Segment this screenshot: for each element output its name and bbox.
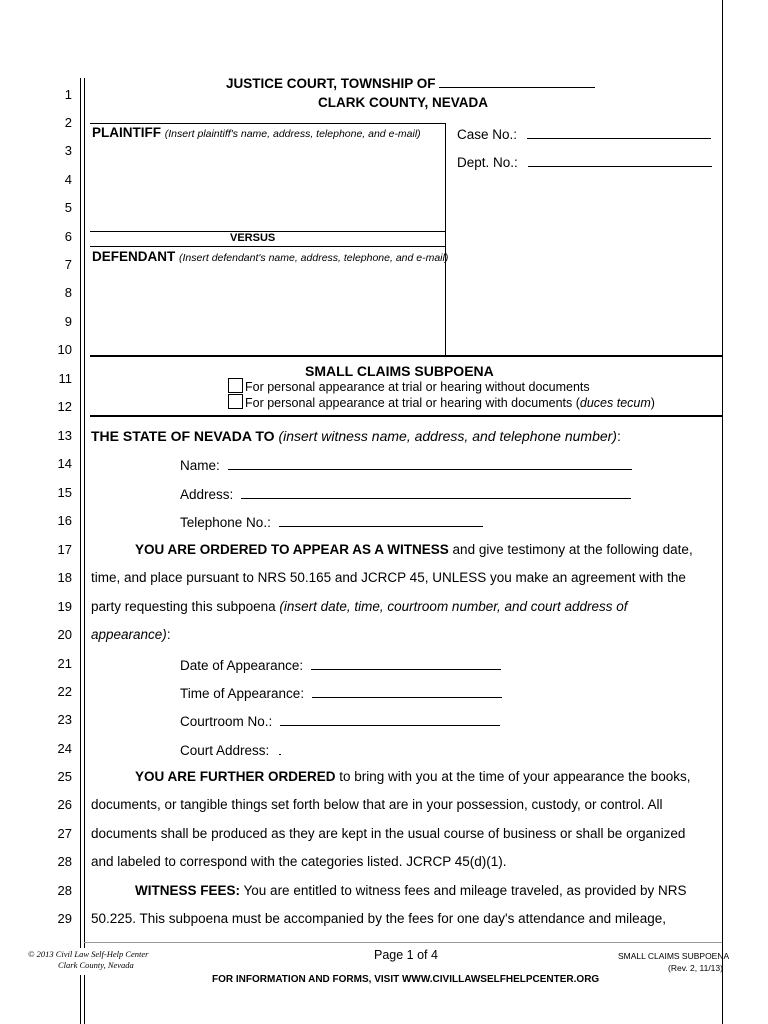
witness-telephone-row: Telephone No.:: [180, 513, 483, 530]
caption-divider: [445, 123, 446, 355]
county-heading: CLARK COUNTY, NEVADA: [318, 95, 489, 110]
court-address-field[interactable]: [279, 741, 281, 755]
line-number: 13: [57, 428, 72, 443]
line-number: 15: [57, 485, 72, 500]
subpoena-title: SMALL CLAIMS SUBPOENA: [305, 363, 494, 379]
line-number: 18: [57, 570, 72, 585]
time-of-appearance-row: Time of Appearance:: [180, 684, 502, 701]
defendant-label-row: DEFENDANT (Insert defendant's name, address, telephone, and e-mail): [92, 249, 449, 264]
footer-county: Clark County, Nevada: [58, 960, 134, 970]
versus-label: VERSUS: [230, 232, 276, 244]
option-without-documents: For personal appearance at trial or hearing without documents: [228, 378, 590, 394]
right-margin-rule: [722, 0, 723, 1024]
line-number: 29: [57, 911, 72, 926]
body-line-28: and labeled to correspond with the categories listed. JCRCP 45(d)(1).: [91, 854, 507, 869]
witness-address-row: Address:: [180, 485, 631, 502]
line-number: 1: [64, 87, 72, 102]
line-number: 22: [57, 684, 72, 699]
without-documents-checkbox[interactable]: [228, 378, 243, 393]
line-number: 6: [64, 229, 72, 244]
state-of-nevada-line: THE STATE OF NEVADA TO (insert witness name, address, and telephone number):: [91, 428, 621, 444]
body-line-19: party requesting this subpoena (insert date, time, courtroom number, and court address of: [91, 599, 628, 614]
case-no-row: Case No.:: [457, 125, 711, 142]
witness-address-field[interactable]: [241, 485, 631, 499]
line-number: 23: [57, 712, 72, 727]
line-number: 9: [64, 314, 72, 329]
witness-name-row: Name:: [180, 456, 632, 473]
court-heading: JUSTICE COURT, TOWNSHIP OF: [226, 74, 595, 91]
line-number: 20: [57, 627, 72, 642]
dept-no-field[interactable]: [528, 153, 712, 167]
further-ordered-line: YOU ARE FURTHER ORDERED to bring with you at the time of your appearance the books,: [135, 769, 691, 784]
line-number: 25: [57, 769, 72, 784]
line-number: 14: [57, 456, 72, 471]
with-documents-checkbox[interactable]: [228, 394, 243, 409]
footer-rule: [84, 942, 722, 943]
left-margin-rule-footer-2: [84, 975, 85, 1024]
left-margin-rule-2: [84, 78, 85, 948]
time-of-appearance-field[interactable]: [312, 684, 502, 698]
line-number: 16: [57, 513, 72, 528]
line-number: 7: [64, 257, 72, 272]
line-number: 4: [64, 172, 72, 187]
line-number: 21: [57, 656, 72, 671]
body-line-29: 50.225. This subpoena must be accompanied by the fees for one day's attendance and mileage,: [91, 911, 666, 926]
page-number: Page 1 of 4: [374, 948, 438, 962]
body-line-26: documents, or tangible things set forth below that are in your possession, custody, or control. All: [91, 797, 663, 812]
line-number: 17: [57, 542, 72, 557]
footer-revision: (Rev. 2, 11/13): [668, 963, 723, 973]
courtroom-no-field[interactable]: [280, 712, 500, 726]
court-address-row: Court Address:: [180, 741, 281, 758]
line-number: 2: [64, 115, 72, 130]
line-number: 5: [64, 200, 72, 215]
line-number: 12: [57, 399, 72, 414]
dept-no-row: Dept. No.:: [457, 153, 712, 170]
witness-telephone-field[interactable]: [279, 513, 483, 527]
line-number: 26: [57, 797, 72, 812]
title-rule-bottom: [90, 415, 722, 417]
footer-form-name: SMALL CLAIMS SUBPOENA: [618, 951, 730, 961]
option-with-documents: For personal appearance at trial or hearing with documents (duces tecum): [228, 394, 655, 410]
courtroom-no-row: Courtroom No.:: [180, 712, 500, 729]
body-line-18: time, and place pursuant to NRS 50.165 and JCRCP 45, UNLESS you make an agreement with the: [91, 570, 686, 585]
title-rule-top: [90, 355, 722, 357]
ordered-to-appear-line: YOU ARE ORDERED TO APPEAR AS A WITNESS and give testimony at the following date,: [135, 542, 693, 557]
left-margin-rule-1: [80, 78, 81, 948]
body-line-27: documents shall be produced as they are kept in the usual course of business or shall be organized: [91, 826, 686, 841]
defendant-box-top: [90, 246, 446, 247]
left-margin-rule-footer-1: [80, 975, 81, 1024]
footer-info: FOR INFORMATION AND FORMS, VISIT WWW.CIVILLAWSELFHELPCENTER.ORG: [212, 974, 600, 985]
body-line-20: appearance):: [91, 627, 171, 642]
date-of-appearance-field[interactable]: [311, 656, 501, 670]
line-number: 24: [57, 741, 72, 756]
plaintiff-box-top: [90, 123, 446, 124]
line-number: 3: [64, 143, 72, 158]
witness-fees-line: WITNESS FEES: You are entitled to witness fees and mileage traveled, as provided by NRS: [135, 883, 687, 898]
date-of-appearance-row: Date of Appearance:: [180, 656, 501, 673]
case-no-field[interactable]: [527, 125, 711, 139]
witness-name-field[interactable]: [228, 456, 632, 470]
footer-copyright: © 2013 Civil Law Self-Help Center: [28, 949, 149, 959]
line-number: 27: [57, 826, 72, 841]
line-number: 19: [57, 599, 72, 614]
township-field[interactable]: [439, 74, 595, 88]
line-number: 28: [57, 883, 72, 898]
line-number: 11: [58, 371, 72, 386]
line-number: 10: [57, 342, 72, 357]
plaintiff-label-row: PLAINTIFF (Insert plaintiff's name, address, telephone, and e-mail): [92, 125, 421, 140]
line-number: 8: [64, 285, 72, 300]
line-number: 28: [57, 854, 72, 869]
